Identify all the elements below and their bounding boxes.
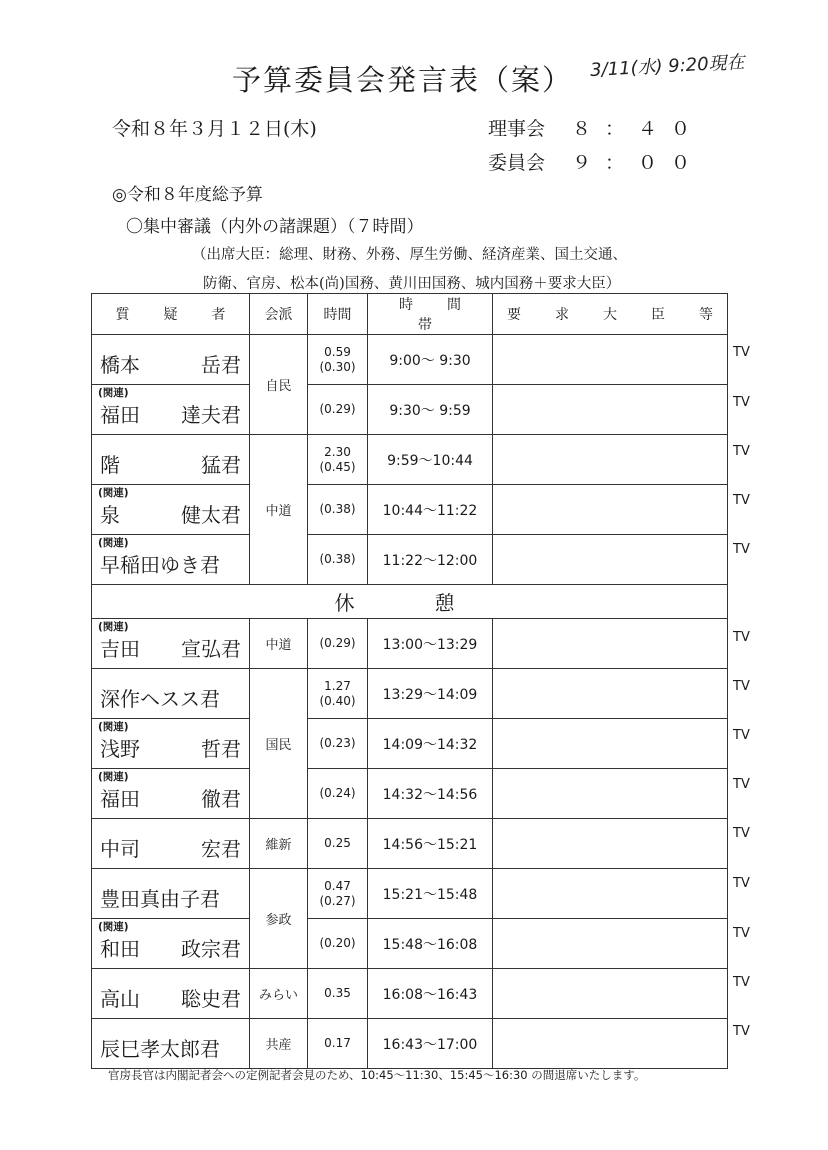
table-row bbox=[92, 869, 728, 919]
related-tag: (関連) bbox=[98, 387, 129, 399]
time-cell bbox=[308, 385, 368, 435]
party-cell: 維新 bbox=[250, 819, 308, 869]
time-cell bbox=[308, 485, 368, 535]
time-cell bbox=[308, 819, 368, 869]
party-cell: 中道 bbox=[250, 435, 308, 585]
ministers-cell bbox=[493, 669, 728, 719]
questioner-surname: 中司 bbox=[100, 837, 140, 861]
tv-marker: TV bbox=[733, 345, 750, 360]
table-row bbox=[92, 1019, 728, 1069]
questioner-cell bbox=[92, 869, 250, 919]
time-cell bbox=[308, 969, 368, 1019]
time-cell bbox=[308, 1019, 368, 1069]
tv-marker: TV bbox=[733, 395, 750, 410]
attending-ministers-line2: 防衛、官房、松本(尚)国務、黄川田国務、城内国務＋要求大臣） bbox=[203, 276, 621, 292]
questioner-cell bbox=[92, 819, 250, 869]
related-tag: (関連) bbox=[98, 771, 129, 783]
party-cell: 参政 bbox=[250, 869, 308, 969]
slot-cell: 16:43～17:00 bbox=[368, 1019, 493, 1069]
table-row bbox=[92, 435, 728, 485]
time-sub: (0.24) bbox=[319, 786, 356, 800]
ministers-cell bbox=[493, 769, 728, 819]
slot-cell: 13:29～14:09 bbox=[368, 669, 493, 719]
agenda-session: 〇集中審議（内外の諸課題）（７時間） bbox=[126, 217, 424, 237]
questioner-cell bbox=[92, 1019, 250, 1069]
ministers-cell bbox=[493, 619, 728, 669]
ministers-cell bbox=[493, 335, 728, 385]
time-sub: (0.27) bbox=[319, 893, 356, 908]
table-header bbox=[92, 294, 728, 335]
party-cell: 自民 bbox=[250, 335, 308, 435]
time-main: 0.47 bbox=[324, 878, 351, 893]
document-title: 予算委員会発言表（案） bbox=[232, 63, 574, 97]
time-main: 2.30 bbox=[324, 444, 351, 459]
time-cell bbox=[308, 619, 368, 669]
time-sub: (0.40) bbox=[319, 693, 356, 708]
tv-marker: TV bbox=[733, 493, 750, 508]
break-label: 休 憩 bbox=[92, 585, 728, 619]
schedule-board bbox=[488, 114, 704, 141]
header-questioner: 質 疑 者 bbox=[92, 294, 250, 335]
time-sub: (0.20) bbox=[319, 936, 356, 950]
party-cell: みらい bbox=[250, 969, 308, 1019]
header-ministers: 要 求 大 臣 等 bbox=[493, 294, 728, 335]
slot-cell: 9:59～10:44 bbox=[368, 435, 493, 485]
questioner-cell bbox=[92, 919, 250, 969]
questioner-surname: 深作ヘスス君 bbox=[100, 687, 220, 711]
speaker-table bbox=[91, 293, 728, 1069]
tv-marker: TV bbox=[733, 679, 750, 694]
questioner-cell bbox=[92, 619, 250, 669]
ministers-cell bbox=[493, 719, 728, 769]
related-tag: (関連) bbox=[98, 921, 129, 933]
time-sub: (0.38) bbox=[319, 502, 356, 516]
questioner-cell bbox=[92, 669, 250, 719]
time-cell bbox=[308, 335, 368, 385]
ministers-cell bbox=[493, 1019, 728, 1069]
slot-cell: 13:00～13:29 bbox=[368, 619, 493, 669]
break-row bbox=[92, 585, 728, 619]
agenda-budget: ◎令和８年度総予算 bbox=[112, 185, 263, 205]
table-row bbox=[92, 619, 728, 669]
table-row bbox=[92, 335, 728, 385]
questioner-surname: 高山 bbox=[100, 987, 140, 1011]
ministers-cell bbox=[493, 819, 728, 869]
table-row bbox=[92, 719, 728, 769]
questioner-surname: 豊田真由子君 bbox=[100, 887, 220, 911]
party-cell: 国民 bbox=[250, 669, 308, 819]
time-sub: (0.29) bbox=[319, 636, 356, 650]
tv-marker: TV bbox=[733, 876, 750, 891]
attending-ministers-line1: （出席大臣：総理、財務、外務、厚生労働、経済産業、国土交通、 bbox=[192, 247, 627, 263]
slot-cell: 14:32～14:56 bbox=[368, 769, 493, 819]
related-tag: (関連) bbox=[98, 621, 129, 633]
party-cell: 中道 bbox=[250, 619, 308, 669]
questioner-given: 宏君 bbox=[201, 837, 241, 861]
questioner-surname: 階 bbox=[100, 453, 120, 477]
questioner-given: 宣弘君 bbox=[181, 637, 241, 661]
questioner-surname: 吉田 bbox=[100, 637, 140, 661]
tv-marker: TV bbox=[733, 826, 750, 841]
table-row bbox=[92, 485, 728, 535]
time-sub: (0.38) bbox=[319, 552, 356, 566]
questioner-given: 岳君 bbox=[201, 353, 241, 377]
slot-cell: 15:21～15:48 bbox=[368, 869, 493, 919]
ministers-cell bbox=[493, 435, 728, 485]
header-slot: 時 間 帯 bbox=[368, 294, 493, 335]
ministers-cell bbox=[493, 969, 728, 1019]
time-cell bbox=[308, 869, 368, 919]
questioner-surname: 泉 bbox=[100, 503, 120, 527]
time-sub: (0.23) bbox=[319, 736, 356, 750]
table-row bbox=[92, 919, 728, 969]
header-party: 会派 bbox=[250, 294, 308, 335]
slot-cell: 14:09～14:32 bbox=[368, 719, 493, 769]
slot-cell: 14:56～15:21 bbox=[368, 819, 493, 869]
questioner-given: 哲君 bbox=[201, 737, 241, 761]
questioner-given: 聡史君 bbox=[181, 987, 241, 1011]
time-main: 0.17 bbox=[324, 1036, 351, 1050]
tv-marker: TV bbox=[733, 542, 750, 557]
header-time: 時間 bbox=[308, 294, 368, 335]
tv-marker: TV bbox=[733, 1024, 750, 1039]
tv-marker: TV bbox=[733, 728, 750, 743]
questioner-cell bbox=[92, 335, 250, 385]
time-sub: (0.29) bbox=[319, 402, 356, 416]
table-row bbox=[92, 535, 728, 585]
slot-cell: 11:22～12:00 bbox=[368, 535, 493, 585]
slot-cell: 15:48～16:08 bbox=[368, 919, 493, 969]
questioner-surname: 辰巳孝太郎君 bbox=[100, 1037, 220, 1061]
footnote: 官房長官は内閣記者会への定例記者会見のため、10:45～11:30、15:45～16:30 の間退席いたします。 bbox=[108, 1068, 646, 1082]
ministers-cell bbox=[493, 869, 728, 919]
questioner-cell bbox=[92, 485, 250, 535]
time-main: 0.59 bbox=[324, 344, 351, 359]
time-cell bbox=[308, 669, 368, 719]
questioner-surname: 橋本 bbox=[100, 353, 140, 377]
time-sub: (0.45) bbox=[319, 459, 356, 474]
questioner-given: 猛君 bbox=[201, 453, 241, 477]
schedule-label: 理事会 bbox=[488, 118, 546, 140]
schedule-committee bbox=[488, 148, 704, 175]
related-tag: (関連) bbox=[98, 537, 129, 549]
questioner-surname: 浅野 bbox=[100, 737, 140, 761]
questioner-cell bbox=[92, 535, 250, 585]
questioner-given: 徹君 bbox=[201, 787, 241, 811]
tv-marker: TV bbox=[733, 777, 750, 792]
tv-marker: TV bbox=[733, 926, 750, 941]
questioner-surname: 早稲田ゆき君 bbox=[100, 553, 220, 577]
ministers-cell bbox=[493, 385, 728, 435]
meeting-date: 令和８年３月１２日(木) bbox=[112, 118, 317, 140]
time-cell bbox=[308, 769, 368, 819]
questioner-surname: 福田 bbox=[100, 403, 140, 427]
questioner-surname: 福田 bbox=[100, 787, 140, 811]
slot-cell: 9:00～ 9:30 bbox=[368, 335, 493, 385]
questioner-cell bbox=[92, 435, 250, 485]
ministers-cell bbox=[493, 535, 728, 585]
related-tag: (関連) bbox=[98, 721, 129, 733]
questioner-cell bbox=[92, 769, 250, 819]
schedule-label: 委員会 bbox=[488, 152, 546, 174]
ministers-cell bbox=[493, 485, 728, 535]
table-row bbox=[92, 669, 728, 719]
time-sub: (0.30) bbox=[319, 359, 356, 374]
ministers-cell bbox=[493, 919, 728, 969]
table-row bbox=[92, 969, 728, 1019]
time-cell bbox=[308, 919, 368, 969]
schedule-time: ９：００ bbox=[572, 152, 705, 174]
questioner-surname: 和田 bbox=[100, 937, 140, 961]
tv-marker: TV bbox=[733, 975, 750, 990]
questioner-cell bbox=[92, 969, 250, 1019]
table-row bbox=[92, 769, 728, 819]
handwritten-note: 3/11(水) 9:20現在 bbox=[589, 51, 746, 82]
tv-marker: TV bbox=[733, 444, 750, 459]
time-main: 1.27 bbox=[324, 678, 351, 693]
slot-cell: 16:08～16:43 bbox=[368, 969, 493, 1019]
table-row bbox=[92, 819, 728, 869]
table-row bbox=[92, 385, 728, 435]
questioner-cell bbox=[92, 385, 250, 435]
schedule-time: ８：４０ bbox=[572, 118, 705, 140]
questioner-given: 政宗君 bbox=[181, 937, 241, 961]
related-tag: (関連) bbox=[98, 487, 129, 499]
questioner-cell bbox=[92, 719, 250, 769]
tv-marker: TV bbox=[733, 630, 750, 645]
slot-cell: 10:44～11:22 bbox=[368, 485, 493, 535]
time-cell bbox=[308, 435, 368, 485]
questioner-given: 達夫君 bbox=[181, 403, 241, 427]
time-cell bbox=[308, 535, 368, 585]
party-cell: 共産 bbox=[250, 1019, 308, 1069]
slot-cell: 9:30～ 9:59 bbox=[368, 385, 493, 435]
time-cell bbox=[308, 719, 368, 769]
questioner-given: 健太君 bbox=[181, 503, 241, 527]
time-main: 0.25 bbox=[324, 836, 351, 850]
time-main: 0.35 bbox=[324, 986, 351, 1000]
